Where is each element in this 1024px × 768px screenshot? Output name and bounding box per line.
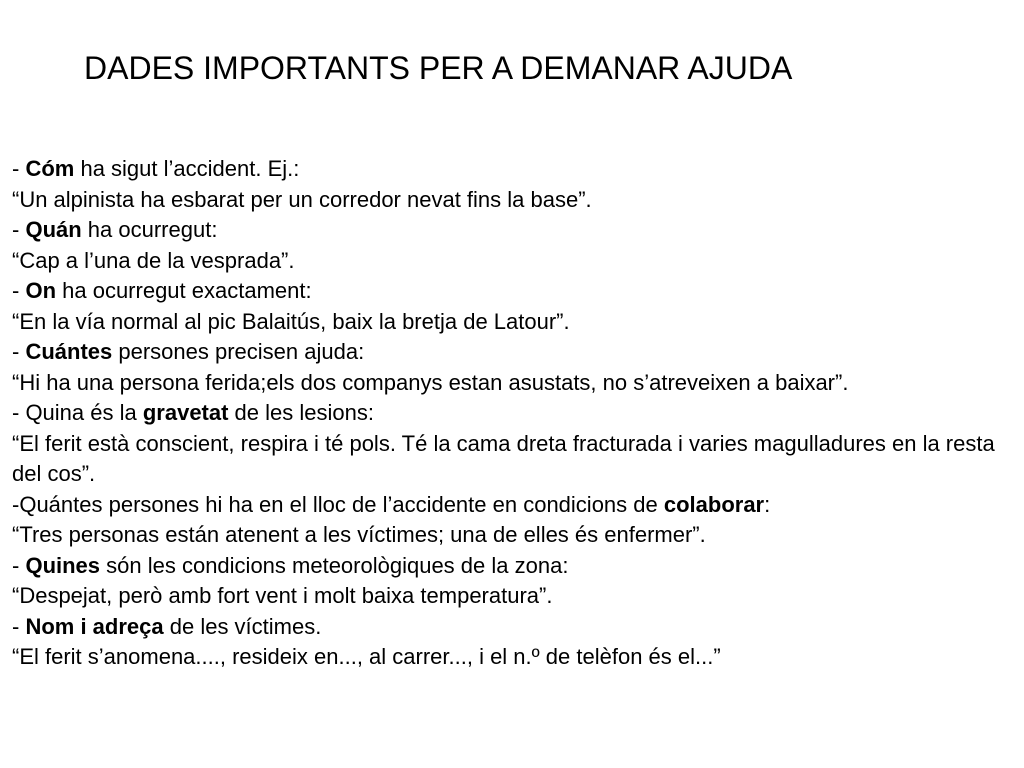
question-prefix: - [12,217,26,242]
question-suffix: ha ocurregut: [81,217,218,242]
question-suffix: són les condicions meteorològiques de la zona: [100,552,569,578]
answer-line: “Un alpinista ha esbarat per un corredor nevat fins la base”. [12,186,592,212]
answer-line: “En la vía normal al pic Balaitús, baix la bretja de Latour”. [12,308,570,334]
question-line [12,551,1012,582]
question-line [12,612,1012,643]
answer-line: “El ferit s’anomena...., resideix en..., al carrer..., i el n.º de telèfon és el...” [12,644,721,669]
question-prefix: - [12,613,26,639]
info-list [12,154,1012,673]
answer-line: “El ferit està conscient, respira i té pols. Té la cama dreta fracturada i varies magulladures en la resta del cos”. [12,430,995,486]
question-line [12,398,1012,429]
question-line [12,215,1012,246]
question-keyword: Cóm [25,156,75,181]
question-keyword: Quines [25,552,101,578]
question-suffix: : [764,491,771,517]
page-title: DADES IMPORTANTS PER A DEMANAR AJUDA [84,50,793,86]
answer-line: “Tres personas están atenent a les víctimes; una de elles és enfermer”. [12,522,706,547]
question-suffix: ha sigut l’accident. Ej.: [74,156,300,181]
answer-line: “Cap a l’una de la vesprada”. [12,247,295,273]
question-prefix: - [12,278,26,303]
question-keyword: gravetat [142,400,229,425]
question-suffix: de les lesions: [228,400,374,425]
question-prefix: - [12,552,26,578]
question-suffix: ha ocurregut exactament: [56,278,312,303]
answer-line: “Despejat, però amb fort vent i molt baixa temperatura”. [12,583,553,608]
question-keyword: colaborar [663,491,765,517]
question-line [12,154,1012,185]
question-line [12,490,1012,521]
question-line [12,337,1012,368]
question-prefix: - [12,156,26,181]
question-keyword: Cuántes [25,339,113,364]
question-suffix: persones precisen ajuda: [112,339,365,364]
question-keyword: On [25,278,57,303]
question-keyword: Nom i adreça [25,613,164,639]
question-prefix: -Quántes persones hi ha en el lloc de l’accidente en condicions de [12,491,664,517]
question-prefix: - [12,339,26,364]
question-keyword: Quán [25,217,82,242]
question-line [12,276,1012,307]
question-suffix: de les víctimes. [163,613,322,639]
question-prefix: - Quina és la [12,400,143,425]
answer-line: “Hi ha una persona ferida;els dos companys estan asustats, no s’atreveixen a baixar”. [12,369,849,395]
